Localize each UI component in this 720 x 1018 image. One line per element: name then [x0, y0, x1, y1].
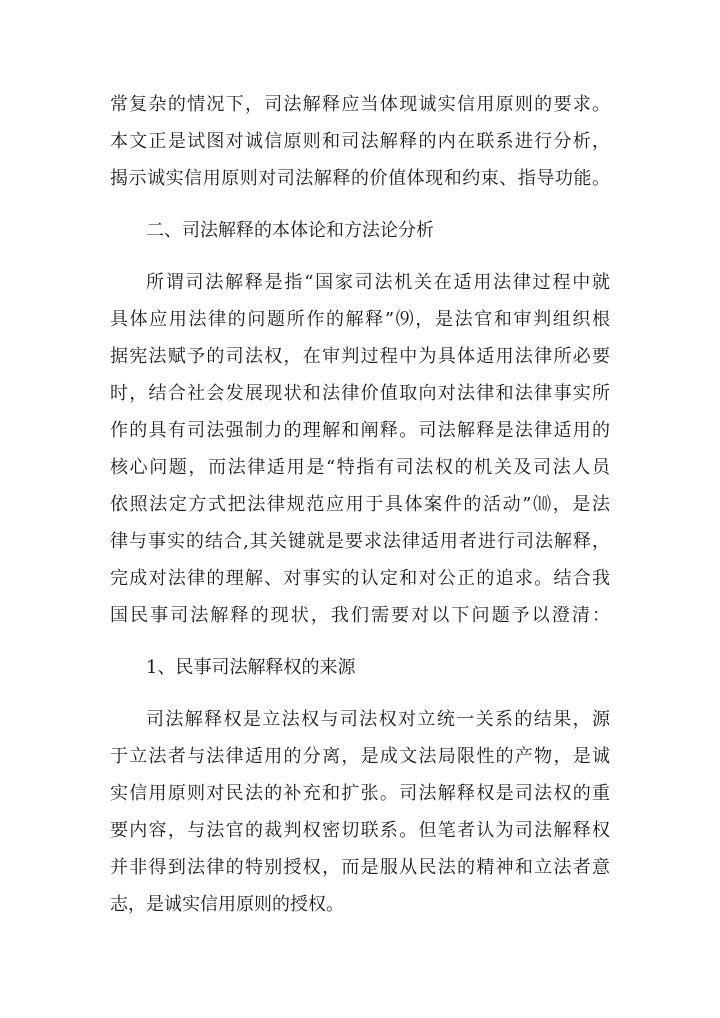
- text-line: 作的具有司法强制力的理解和阐释。司法解释是法律适用的: [110, 420, 610, 441]
- text-line: 常复杂的情况下，司法解释应当体现诚实信用原则的要求。: [110, 94, 610, 115]
- section-heading: 二、司法解释的本体论和方法论分析: [146, 220, 434, 241]
- text-line: 核心问题，而法律适用是“特指有司法权的机关及司法人员: [110, 457, 610, 478]
- text-line: 揭示诚实信用原则对司法解释的价值体现和约束、指导功能。: [110, 168, 610, 189]
- text-line: 并非得到法律的特别授权，而是服从民法的精神和立法者意: [110, 857, 610, 878]
- text-line: 时，结合社会发展现状和法律价值取向对法律和法律事实所: [110, 383, 610, 404]
- text-line: 据宪法赋予的司法权，在审判过程中为具体适用法律所必要: [110, 346, 610, 367]
- text-line: 实信用原则对民法的补充和扩张。司法解释权是司法权的重: [110, 783, 610, 804]
- text-line: 国民事司法解释的现状，我们需要对以下问题予以澄清：: [110, 605, 610, 626]
- text-line: 于立法者与法律适用的分离，是成文法局限性的产物，是诚: [110, 746, 610, 767]
- subsection-heading: 1、民事司法解释权的来源: [146, 657, 356, 678]
- text-line: 律与事实的结合,其关键就是要求法律适用者进行司法解释，: [110, 531, 610, 552]
- text-line: 完成对法律的理解、对事实的认定和对公正的追求。结合我: [110, 568, 610, 589]
- text-line: 具体应用法律的问题所作的解释”⑼，是法官和审判组织根: [110, 309, 610, 330]
- text-line: 依照法定方式把法律规范应用于具体案件的活动”⑽，是法: [110, 494, 610, 515]
- text-line: 本文正是试图对诚信原则和司法解释的内在联系进行分析，: [110, 131, 610, 152]
- text-line: 司法解释权是立法权与司法权对立统一关系的结果，源: [146, 709, 610, 730]
- text-line: 志，是诚实信用原则的授权。: [110, 894, 344, 915]
- text-line: 所谓司法解释是指“国家司法机关在适用法律过程中就: [146, 272, 610, 293]
- text-line: 要内容，与法官的裁判权密切联系。但笔者认为司法解释权: [110, 820, 610, 841]
